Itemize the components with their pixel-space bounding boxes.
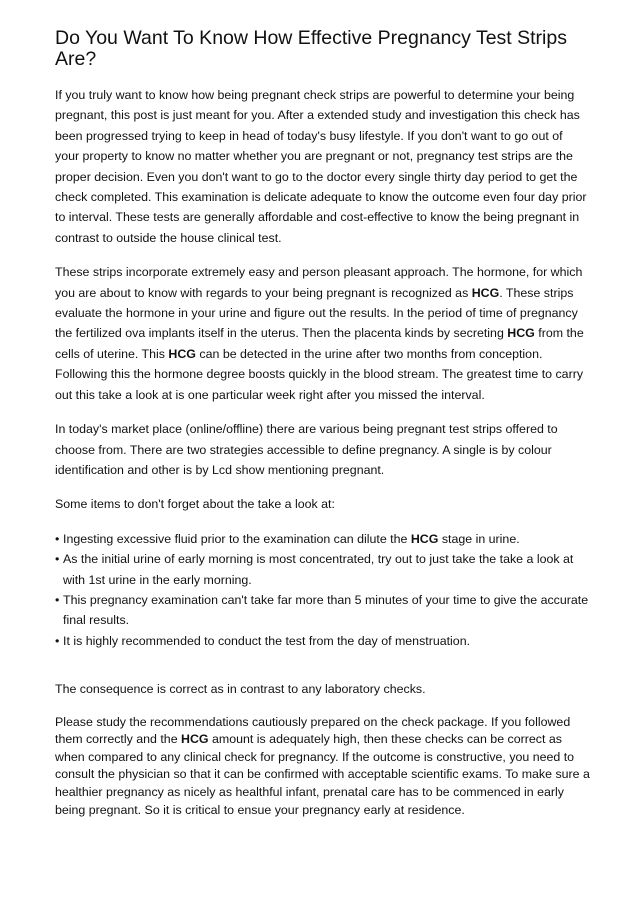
text-span: Ingesting excessive fluid prior to the examination can dilute the xyxy=(63,531,411,546)
hcg-term: HCG xyxy=(410,531,439,546)
paragraph-list-intro: Some items to don't forget about the take a look at: xyxy=(55,497,335,512)
hcg-term: HCG xyxy=(471,285,500,300)
page-title: Do You Want To Know How Effective Pregnancy Test Strips Are? xyxy=(55,27,567,70)
list-item: • As the initial urine of early morning is most concentrated, try out to just take the take a look at with 1st urine in the early morning. xyxy=(55,549,590,590)
document-page xyxy=(55,28,590,833)
paragraph-market: In today's market place (online/offline) there are various being pregnant test strips offered to choose from. There are two strategies accessible to define pregnancy. A single is by colour identification and other is by Lcd show mentioning pregnant. xyxy=(55,422,558,477)
paragraph-hcg xyxy=(55,262,590,405)
text-span: . These strips evaluate the hormone in your urine and figure out the results. In the period of time of pregnancy the fertilized ova implants itself in the uterus. Then the placenta kinds by secreting xyxy=(55,285,578,341)
text-span: These strips incorporate extremely easy and person pleasant approach. The hormone, for which you are about to know with regards to your being pregnant is recognized as xyxy=(55,265,583,300)
list-item: • This pregnancy examination can't take far more than 5 minutes of your time to give the accurate final results. xyxy=(55,590,590,631)
text-span: stage in urine. xyxy=(438,531,520,546)
paragraph-intro: If you truly want to know how being pregnant check strips are powerful to determine your being pregnant, this post is just meant for you. After a extended study and investigation this check has been progressed trying to keep in head of today's busy lifestyle. If you don't want to go out of your property to know no matter whether you are pregnant or not, pregnancy test strips are the proper decision. Even you don't want to go to the doctor every single thirty day period to get the check completed. This examination is delicate adequate to know the outcome even four day prior to interval. These tests are generally affordable and cost-effective to know the being pregnant in contrast to outside the house clinical test. xyxy=(55,88,587,245)
text-span: can be detected in the urine after two months from conception. Following this the hormone degree boosts quickly in the blood stream. The greatest time to carry out this take a look at is one particular week right after you missed the interval. xyxy=(55,346,584,402)
paragraph-consequence: The consequence is correct as in contrast to any laboratory checks. xyxy=(55,682,426,697)
text-span: amount is adequately high, then these checks can be correct as when compared to any clinical check for pregnancy. If the outcome is constructive, you need to consult the physician so that it can be confirmed with acceptable scientific exams. To make sure a healthier pregnancy as nicely as healthful infant, prenatal care has to be commenced in early being pregnant. So it is critical to ensue your pregnancy early at residence. xyxy=(55,732,590,817)
hcg-term: HCG xyxy=(168,346,196,361)
list-item xyxy=(55,529,590,549)
text-span: Please study the recommendations cautiously prepared on the check package. If you followed them correctly and the xyxy=(55,714,571,747)
paragraph-recommendations xyxy=(55,714,590,820)
hcg-term: HCG xyxy=(507,326,535,341)
tips-list xyxy=(55,529,590,651)
hcg-term: HCG xyxy=(181,732,209,747)
text-span: from the cells of uterine. This xyxy=(55,326,584,361)
list-item: • It is highly recommended to conduct the test from the day of menstruation. xyxy=(55,631,590,651)
